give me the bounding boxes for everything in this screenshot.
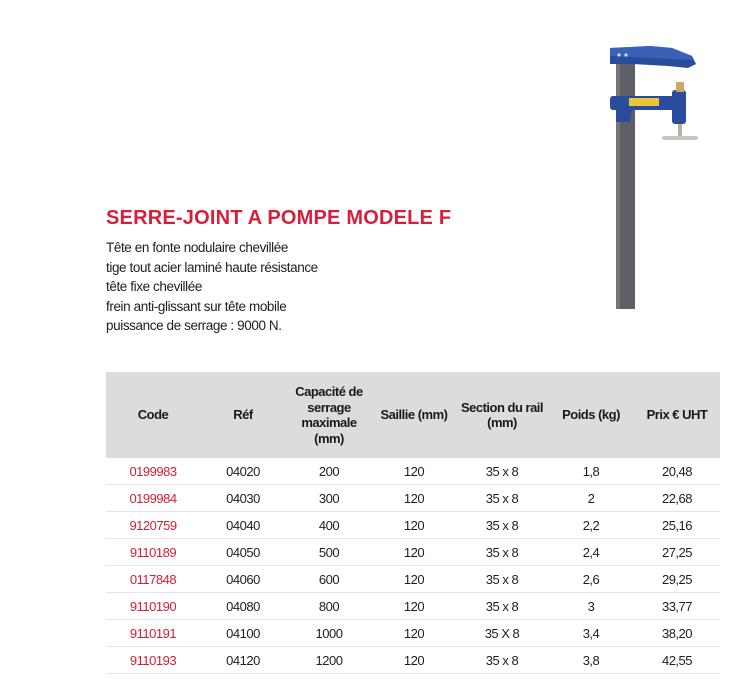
product-title: SERRE-JOINT A POMPE MODELE F [106, 207, 452, 229]
cell-saillie: 120 [372, 512, 456, 539]
cell-ref: 04060 [200, 566, 286, 593]
table-row [106, 593, 720, 620]
cell-capacity: 500 [286, 539, 372, 566]
table-row [106, 647, 720, 674]
table-row [106, 620, 720, 647]
cell-code[interactable]: 9110191 [106, 620, 200, 647]
cell-capacity: 800 [286, 593, 372, 620]
cell-weight: 2,4 [548, 539, 634, 566]
cell-weight: 3,8 [548, 647, 634, 674]
cell-saillie: 120 [372, 458, 456, 485]
cell-ref: 04020 [200, 458, 286, 485]
cell-saillie: 120 [372, 566, 456, 593]
cell-price: 20,48 [634, 458, 720, 485]
feature-item: Tête en fonte nodulaire chevillée [106, 240, 288, 255]
cell-ref: 04080 [200, 593, 286, 620]
cell-section: 35 X 8 [456, 620, 548, 647]
cell-weight: 3,4 [548, 620, 634, 647]
cell-price: 22,68 [634, 485, 720, 512]
feature-item: frein anti-glissant sur tête mobile [106, 298, 287, 314]
table-row [106, 566, 720, 593]
cell-section: 35 x 8 [456, 512, 548, 539]
cell-ref: 04100 [200, 620, 286, 647]
cell-price: 42,55 [634, 647, 720, 674]
cell-saillie: 120 [372, 539, 456, 566]
cell-capacity: 200 [286, 458, 372, 485]
cell-weight: 3 [548, 593, 634, 620]
cell-capacity: 1200 [286, 647, 372, 674]
cell-ref: 04030 [200, 485, 286, 512]
cell-saillie: 120 [372, 647, 456, 674]
header-weight: Poids (kg) [548, 372, 634, 458]
cell-price: 38,20 [634, 620, 720, 647]
cell-weight: 2,6 [548, 566, 634, 593]
cell-weight: 2,2 [548, 512, 634, 539]
feature-item: tige tout acier laminé haute résistance [106, 259, 318, 275]
header-saillie: Saillie (mm) [372, 372, 456, 458]
cell-code[interactable]: 9110190 [106, 593, 200, 620]
cell-saillie: 120 [372, 620, 456, 647]
cell-price: 27,25 [634, 539, 720, 566]
table-row [106, 539, 720, 566]
cell-section: 35 x 8 [456, 566, 548, 593]
header-capacity: Capacité de serrage maximale (mm) [286, 372, 372, 458]
clamp-icon [596, 38, 736, 318]
cell-code[interactable]: 0117848 [106, 566, 200, 593]
cell-capacity: 300 [286, 485, 372, 512]
cell-ref: 04040 [200, 512, 286, 539]
cell-saillie: 120 [372, 593, 456, 620]
cell-price: 25,16 [634, 512, 720, 539]
cell-weight: 1,8 [548, 458, 634, 485]
cell-price: 33,77 [634, 593, 720, 620]
feature-list [106, 238, 318, 336]
spec-table [106, 372, 720, 674]
header-ref: Réf [200, 372, 286, 458]
header-price: Prix € UHT [634, 372, 720, 458]
cell-section: 35 x 8 [456, 539, 548, 566]
header-code: Code [106, 372, 200, 458]
feature-item: puissance de serrage : 9000 N. [106, 318, 282, 333]
cell-section: 35 x 8 [456, 647, 548, 674]
cell-weight: 2 [548, 485, 634, 512]
cell-capacity: 600 [286, 566, 372, 593]
cell-code[interactable]: 9110193 [106, 647, 200, 674]
cell-saillie: 120 [372, 485, 456, 512]
table-row [106, 512, 720, 539]
cell-capacity: 400 [286, 512, 372, 539]
bar-clamp-image [596, 38, 736, 318]
cell-code[interactable]: 0199984 [106, 485, 200, 512]
table-header-row [106, 372, 720, 458]
cell-price: 29,25 [634, 566, 720, 593]
cell-code[interactable]: 9110189 [106, 539, 200, 566]
cell-section: 35 x 8 [456, 485, 548, 512]
header-section: Section du rail (mm) [456, 372, 548, 458]
feature-item: tête fixe chevillée [106, 279, 202, 294]
table-row [106, 485, 720, 512]
cell-capacity: 1000 [286, 620, 372, 647]
cell-code[interactable]: 9120759 [106, 512, 200, 539]
cell-section: 35 x 8 [456, 458, 548, 485]
cell-ref: 04050 [200, 539, 286, 566]
table-row [106, 458, 720, 485]
cell-ref: 04120 [200, 647, 286, 674]
cell-section: 35 x 8 [456, 593, 548, 620]
cell-code[interactable]: 0199983 [106, 458, 200, 485]
